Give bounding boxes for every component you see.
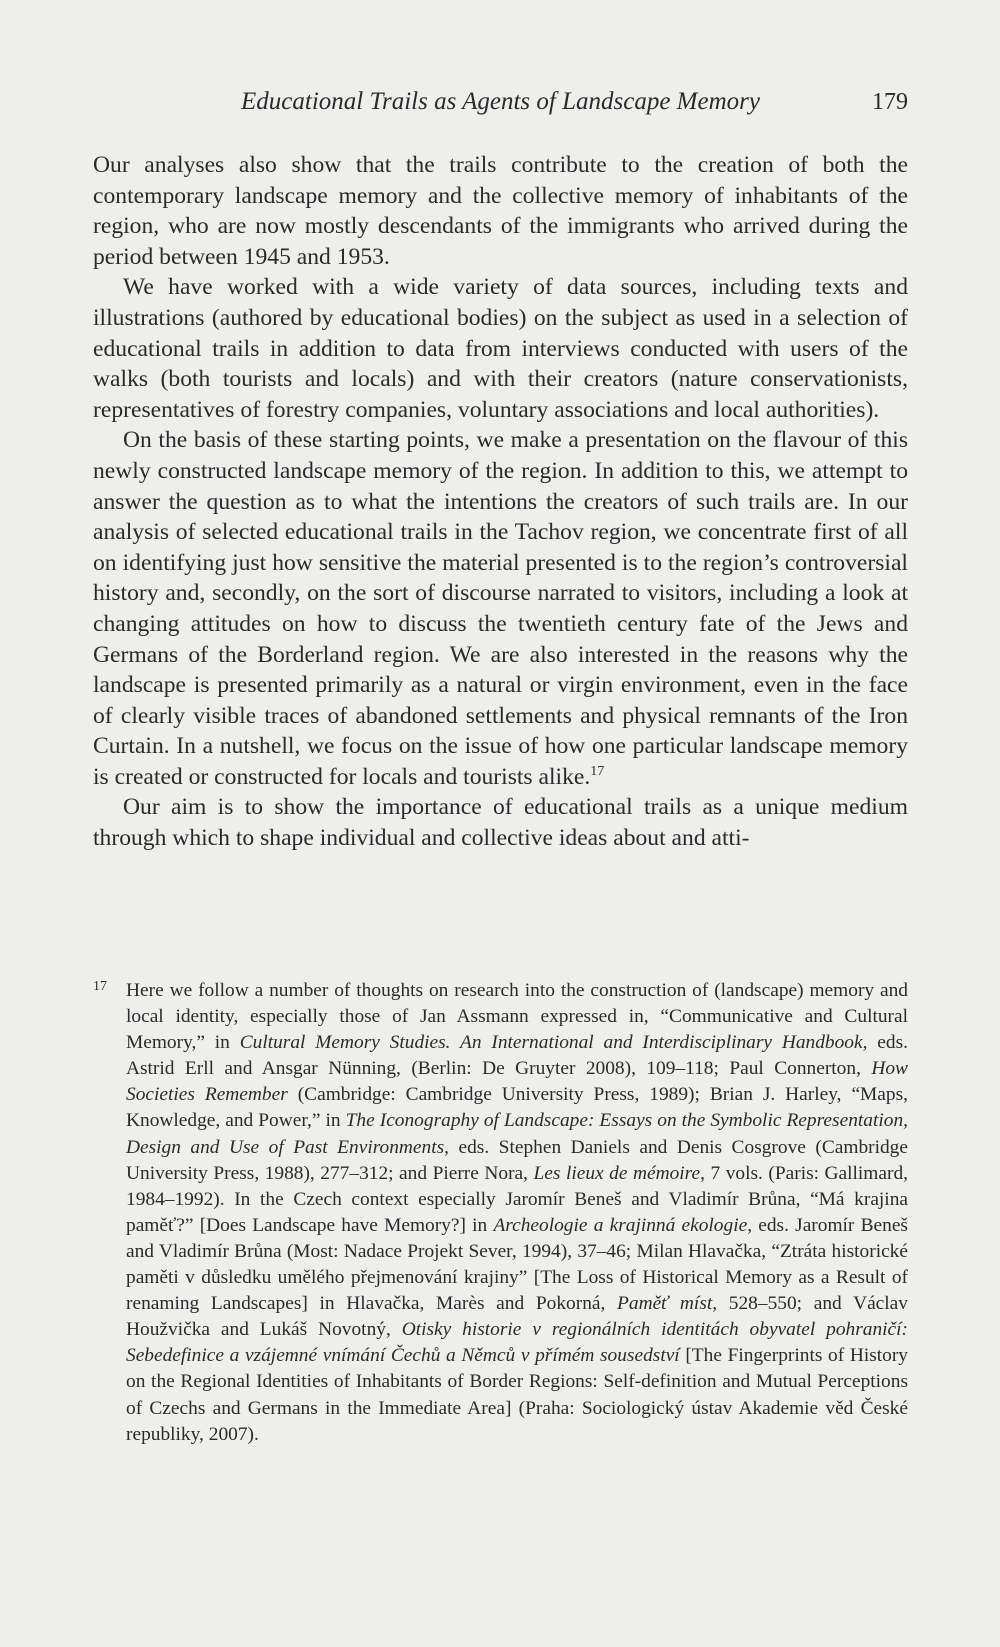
paragraph-3-text: On the basis of these starting points, we make a presentation on the flavour of this newly constructed landscape memory of the region. In addition to this, we attempt to answer the question as to what the intentions the creators of such trails are. In our analysis of selected educational trails in the Tachov region, we concentrate first of all on identifying just how sensitive the material presented is to the region’s controversial history and, secondly, on the sort of discourse narrated to visitors, including a look at changing attitudes on how to discuss the twentieth century fate of the Jews and Germans of the Borderland region. We are also interested in the reasons why the landscape is presented primarily as a natural or virgin environment, even in the face of clearly visible traces of abandoned settlements and physical remnants of the Iron Curtain. In a nutshell, we focus on the issue of how one particular landscape memory is created or constructed for locals and tourists alike. (93, 427, 908, 790)
paragraph-2: We have worked with a wide variety of data sources, including texts and illustrations (authored by educational bodies) on the subject as used in a selection of educational trails in addition to data from interviews conducted with users of the walks (both tourists and locals) and with their creators (nature conservationists, representatives of forestry companies, voluntary associations and local authorities). (93, 274, 908, 423)
footnote-title: Les lieux de mémoire (533, 1162, 701, 1184)
footnote-segment: , 528–550; and Václav Houžvička and Lukáš Novotný, (126, 1293, 908, 1341)
footnote-segment: Here we follow a number of thoughts on research into the construction of (landscape) memory and local identity, especially those of Jan Assmann expressed in, “Communicative and Cultural Memory,” in (126, 980, 908, 1054)
footnote-segment: , eds. Jaromír Beneš and Vladimír Brůna (Most: Nadace Projekt Sever, 1994), 37–46; Milan Hlavačka, “Ztráta historické paměti v důsledku umělého přejmenování krajiny” [The Loss of Historical Memory as a Result of renaming Landscapes] in Hlavačka, Marès and Pokorná, (126, 1214, 908, 1315)
footnote-title: Cultural Memory Studies. An International and Interdisciplinary Handbook (239, 1032, 863, 1054)
footnote-segment: , 7 vols. (Paris: Gallimard, 1984–1992). In the Czech context especially Jaromír Beneš and Vladimír Brůna, “Má krajina paměť?” [Does Landscape have Memory?] in (126, 1162, 908, 1236)
footnote-title: How Societies Remember (126, 1058, 908, 1106)
footnote-17 (93, 978, 908, 1448)
footnote-segment: [The Fingerprints of History on the Regional Identities of Inhabitants of Border Regions: Self-definition and Mutual Perceptions of Czechs and Germans in the Immediate Area] (Praha: Sociologický ústav Akademie věd České republiky, 2007). (126, 1345, 908, 1445)
footnote-marker: 17 (93, 979, 107, 994)
paragraph-1: Our analyses also show that the trails contribute to the creation of both the contemporary landscape memory and the collective memory of inhabitants of the region, who are now mostly descendants of the immigrants who arrived during the period between 1945 and 1953. (93, 152, 908, 270)
footnote-title: Otisky historie v regionálních identitách obyvatel pohraničí: Sebedefinice a vzájemné vnímání Čechů a Němců v přímém sousedství (126, 1319, 908, 1367)
footnote-title: Paměť míst (617, 1293, 713, 1315)
footnote-title: Archeologie a krajinná ekologie (493, 1214, 748, 1236)
running-head (93, 84, 908, 124)
running-title: Educational Trails as Agents of Landscape Memory (241, 88, 760, 115)
footnotes (93, 978, 908, 1448)
page-number: 179 (872, 89, 908, 115)
footnote-reference-17[interactable]: 17 (590, 764, 605, 780)
paragraph-3 (93, 425, 908, 792)
footnote-segment: (Cambridge: Cambridge University Press, 1989); Brian J. Harley, “Maps, Knowledge, and Power,” in (126, 1084, 908, 1132)
footnote-segment: , eds. Stephen Daniels and Denis Cosgrove (Cambridge University Press, 1988), 277–312; and Pierre Nora, (126, 1136, 908, 1184)
footnote-title: The Iconography of Landscape: Essays on the Symbolic Representation, Design and Use of Past Environments (126, 1110, 908, 1158)
footnote-segment: , eds. Astrid Erll and Ansgar Nünning, (Berlin: De Gruyter 2008), 109–118; Paul Connerton, (126, 1032, 908, 1080)
body-text (93, 150, 908, 854)
paragraph-4: Our aim is to show the importance of educational trails as a unique medium through which to shape individual and collective ideas about and atti- (93, 794, 908, 852)
